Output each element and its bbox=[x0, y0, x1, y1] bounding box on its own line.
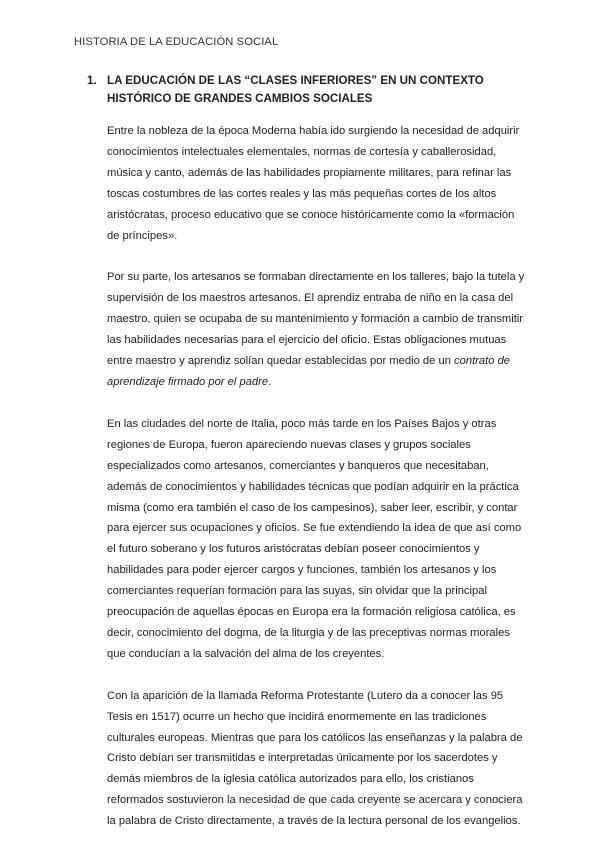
contract-emphasis: contrato de aprendizaje firmado por el padre bbox=[107, 355, 511, 388]
paragraph-ciudades: En las ciudades del norte de Italia, poco más tarde en los Países Bajos y otras regiones de Europa, fueron apareciendo nuevas clases y grupos sociales especializados como artesanos, comerciantes y banqueros que necesitaban, además de conocimientos y habilidades técnicas que podían adquirir en la práctica misma (como era también el caso de los campesinos), saber leer, escribir, y contar para ejercer sus ocupaciones y oficios. Se fue extendiendo la idea de que así como el futuro soberano y los futuros aristócratas debían poseer conocimientos y habilidades para poder ejercer cargos y funciones, también los artesanos y los comerciantes requerían formación para las suyas, sin olvidar que la principal preocupación de aquellas épocas en Europa era la formación religiosa católica, es decir, conocimiento del dogma, de la liturgia y de las preceptivas normas morales que conducían a la salvación del alma de los creyentes. bbox=[107, 417, 522, 660]
body-text bbox=[107, 121, 527, 853]
paragraph-reforma: Con la aparición de la llamada Reforma Protestante (Lutero da a conocer las 95 Tesis en 1517) ocurre un hecho que incidirá enormemente en las tradiciones culturales europeas. Mientras que para los católicos las enseñanzas y la palabra de Cristo debían ser transmitidas e interpretadas únicamente por los sacerdotes y demás miembros de la iglesia católica autorizados para ello, los cristianos reformados sostuvieron la necesidad de que cada creyente se acercara y conociera la palabra de Cristo directamente, a través de la lectura personal de los evangelios. bbox=[107, 689, 523, 828]
paragraph-artesanos-end: . bbox=[268, 375, 272, 388]
paragraph-artesanos bbox=[107, 267, 527, 392]
section-heading bbox=[87, 72, 527, 108]
paragraph-artesanos-text: Por su parte, los artesanos se formaban directamente en los talleres, bajo la tutela y supervisión de los maestros artesanos. El aprendiz entraba de niño en la casa del maestro, quien se ocupaba de su mantenimiento y formación a cambio de transmitir las habilidades necesarias para el ejercicio del oficio. Estas obligaciones mutuas entre maestro y aprendiz solían quedar establecidas por medio de un bbox=[107, 271, 525, 368]
paragraph-nobleza: Entre la nobleza de la época Moderna había ido surgiendo la necesidad de adquirir conocimientos intelectuales elementales, normas de cortesía y caballerosidad, música y canto, además de las habilidades propiamente militares, para refinar las toscas costumbres de las cortes reales y las más pequeñas cortes de los altos aristócratas, proceso educativo que se conoce históricamente como la «formación de príncipes». bbox=[107, 125, 520, 242]
running-header: HISTORIA DE LA EDUCACIÓN SOCIAL bbox=[74, 36, 279, 48]
section-number: 1. bbox=[87, 74, 97, 87]
section-title: LA EDUCACIÓN DE LAS “CLASES INFERIORES” EN UN CONTEXTO HISTÓRICO DE GRANDES CAMBIOS SOCIALES bbox=[107, 74, 484, 105]
